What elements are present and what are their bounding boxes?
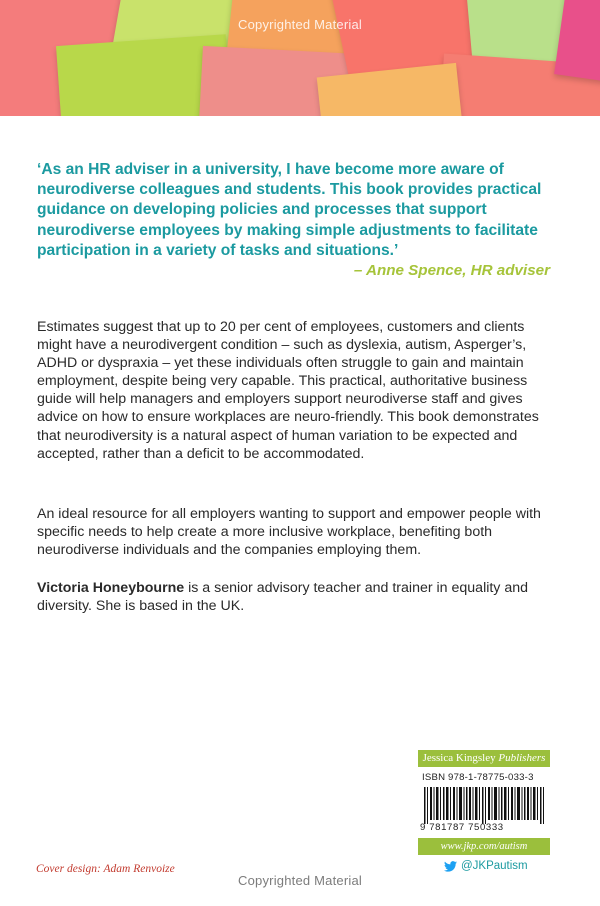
- barcode-digits: 9 781787 750333: [420, 822, 504, 833]
- cover-design-credit: Cover design: Adam Renvoize: [36, 863, 175, 875]
- isbn: ISBN 978-1-78775-033-3: [422, 772, 534, 783]
- quote-text: ‘As an HR adviser in a university, I have become more aware of neurodiverse colleagues and students. This book provides practical guidance on developing policies and processes that support neurodiverse employees by making simple adjustments to facilitate participation in a variety of tasks and situations.’: [37, 161, 542, 259]
- twitter-label: @JKPautism: [461, 860, 528, 872]
- endorsement-quote: [37, 160, 567, 261]
- twitter-handle[interactable]: [444, 860, 528, 872]
- author-name: Victoria Honeybourne: [37, 580, 185, 596]
- copyright-watermark: Copyrighted Material: [238, 873, 362, 888]
- author-bio: [37, 579, 557, 615]
- publisher-website[interactable]: www.jkp.com/autism: [418, 838, 550, 855]
- audience-paragraph: An ideal resource for all employers wanting to support and empower people with specific needs to help create a more inclusive workplace, benefiting both neurodiverse individuals and the companies employing them.: [37, 506, 541, 559]
- publisher-label: [418, 750, 550, 767]
- twitter-bird-icon: [444, 861, 457, 872]
- barcode: [420, 787, 550, 824]
- copyright-watermark: Copyrighted Material: [238, 17, 362, 32]
- description-paragraph: Estimates suggest that up to 20 per cent of employees, customers and clients might have a neurodivergent condition – such as dyslexia, autism, Asperger’s, ADHD or dyspraxia – yet these individuals often struggle to gain and maintain employment, despite being very capable. This practical, authoritative business guide will help managers and employers support neurodiverse staff and gives advice on how to ensure workplaces are neuro-friendly. This book demonstrates that neurodiversity is a natural aspect of human variation to be expected and accepted, rather than a deficit to be accommodated.: [37, 319, 539, 462]
- quote-attribution: – Anne Spence, HR adviser: [353, 262, 550, 279]
- publisher-suffix: Publishers: [498, 752, 546, 764]
- author-bio-text: is a senior advisory teacher and trainer in equality and diversity. She is based in the UK.: [37, 580, 529, 615]
- publisher-name: Jessica Kingsley: [422, 752, 496, 764]
